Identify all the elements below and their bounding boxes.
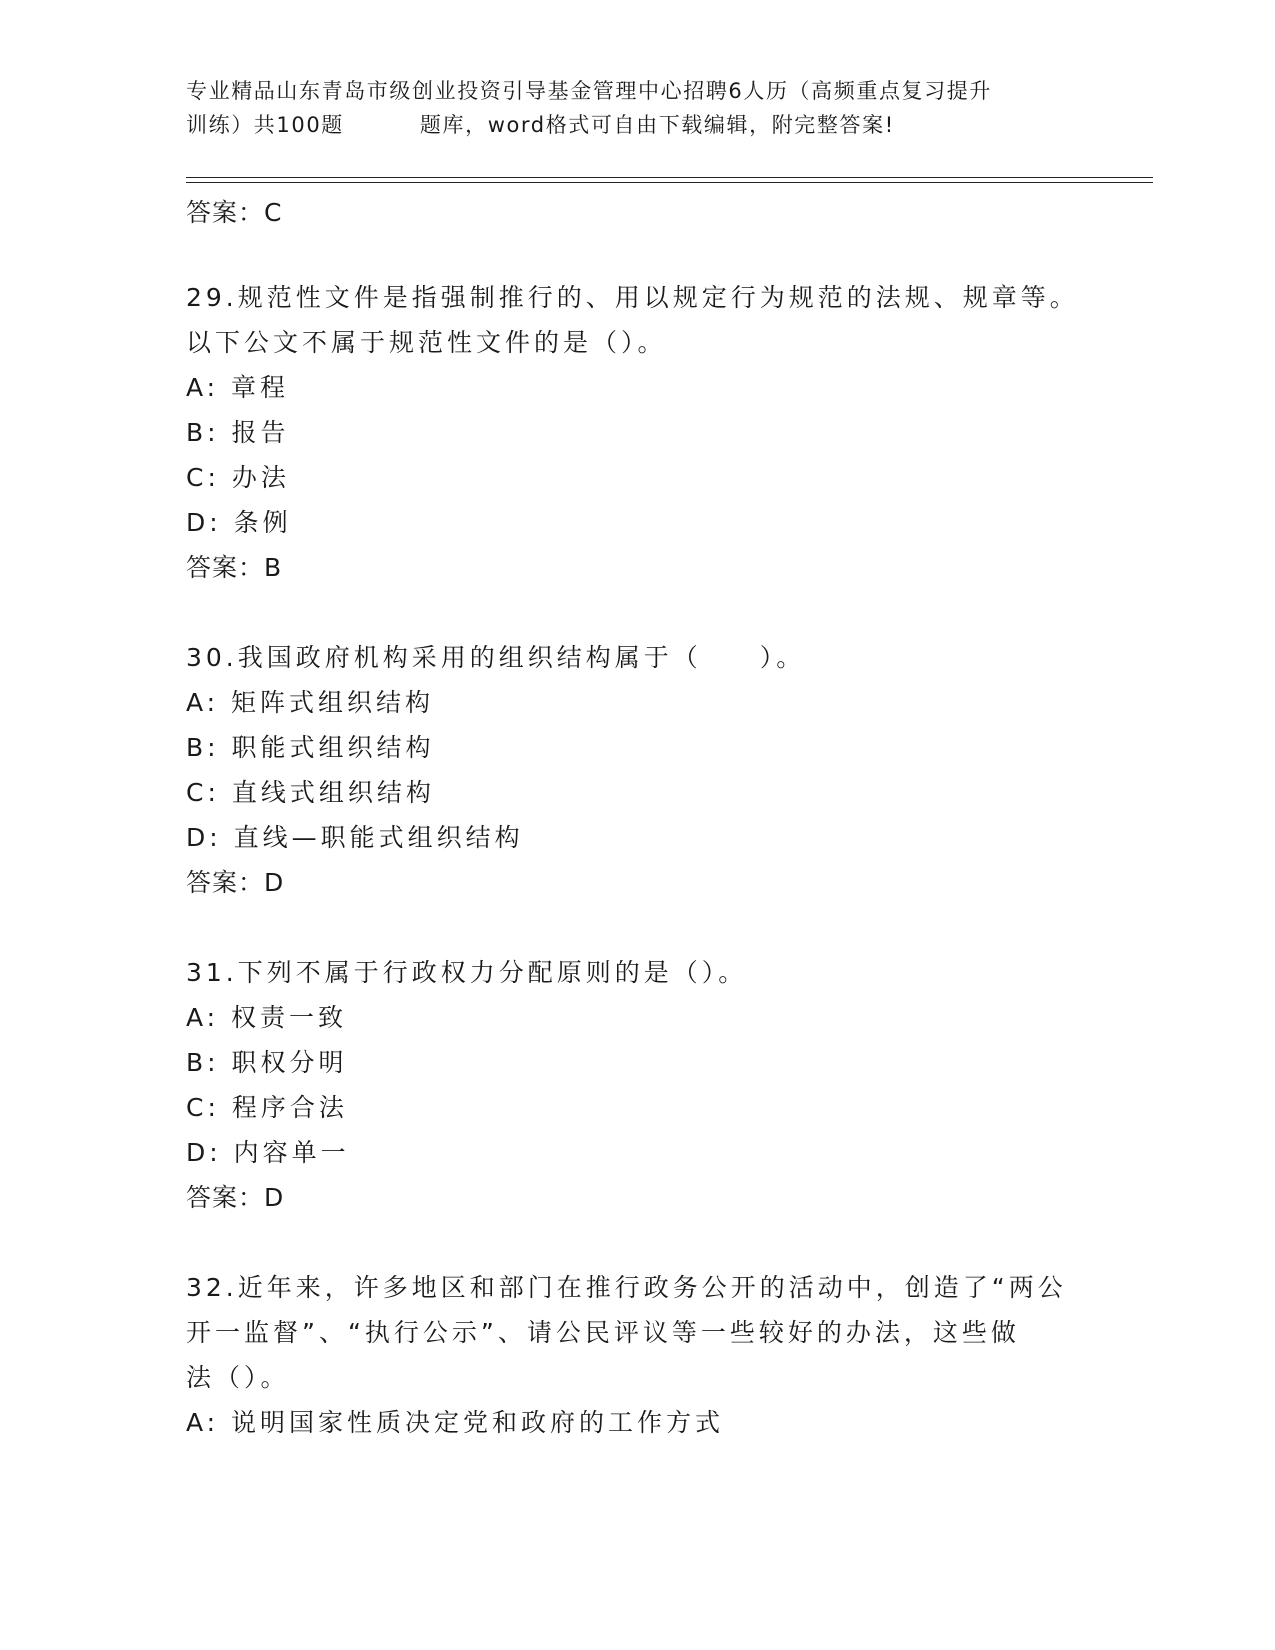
question-stem: 32.近年来，许多地区和部门在推行政务公开的活动中，创造了“两公 xyxy=(186,1273,1067,1302)
header-title-line2 xyxy=(186,108,1086,142)
option-a: A: 矩阵式组织结构 xyxy=(186,688,435,717)
question-block xyxy=(186,950,1086,1220)
page-header xyxy=(186,74,1086,142)
option-d: D: 直线—职能式组织结构 xyxy=(186,823,524,852)
answer-line: 答案：D xyxy=(186,868,285,897)
option-c: C: 办法 xyxy=(186,463,290,492)
question-stem: 以下公文不属于规范性文件的是（）。 xyxy=(186,328,667,357)
option-b: B: 报告 xyxy=(186,418,290,447)
option-a: A: 权责一致 xyxy=(186,1003,348,1032)
question-stem: 开一监督”、“执行公示”、请公民评议等一些较好的办法，这些做 xyxy=(186,1318,1020,1347)
option-a: A: 章程 xyxy=(186,373,290,402)
header-title-line2-part1: 训练）共100题 xyxy=(186,113,344,137)
option-c: C: 直线式组织结构 xyxy=(186,778,435,807)
question-stem: 31.下列不属于行政权力分配原则的是（）。 xyxy=(186,958,748,987)
answer-line: 答案：D xyxy=(186,1183,285,1212)
option-d: D: 内容单一 xyxy=(186,1138,350,1167)
question-stem: 法（）。 xyxy=(186,1363,290,1392)
option-b: B: 职能式组织结构 xyxy=(186,733,435,762)
question-block xyxy=(186,635,1086,905)
question-stem: 29.规范性文件是指强制推行的、用以规定行为规范的法规、规章等。 xyxy=(186,283,1079,312)
previous-answer: 答案：C xyxy=(186,198,283,227)
option-b: B: 职权分明 xyxy=(186,1048,348,1077)
option-c: C: 程序合法 xyxy=(186,1093,348,1122)
option-d: D: 条例 xyxy=(186,508,292,537)
question-block xyxy=(186,1265,1086,1445)
question-block xyxy=(186,275,1086,590)
header-rule-top xyxy=(186,177,1153,178)
header-title-line1: 专业精品山东青岛市级创业投资引导基金管理中心招聘6人历（高频重点复习提升 xyxy=(186,79,992,103)
question-list xyxy=(186,190,1086,1445)
answer-line: 答案：B xyxy=(186,553,283,582)
header-rule-bottom xyxy=(186,182,1153,183)
question-stem: 30.我国政府机构采用的组织结构属于（ ）。 xyxy=(186,643,806,672)
header-title-line2-part2: 题库，word格式可自由下载编辑，附完整答案! xyxy=(419,113,895,137)
option-a: A: 说明国家性质决定党和政府的工作方式 xyxy=(186,1408,725,1437)
